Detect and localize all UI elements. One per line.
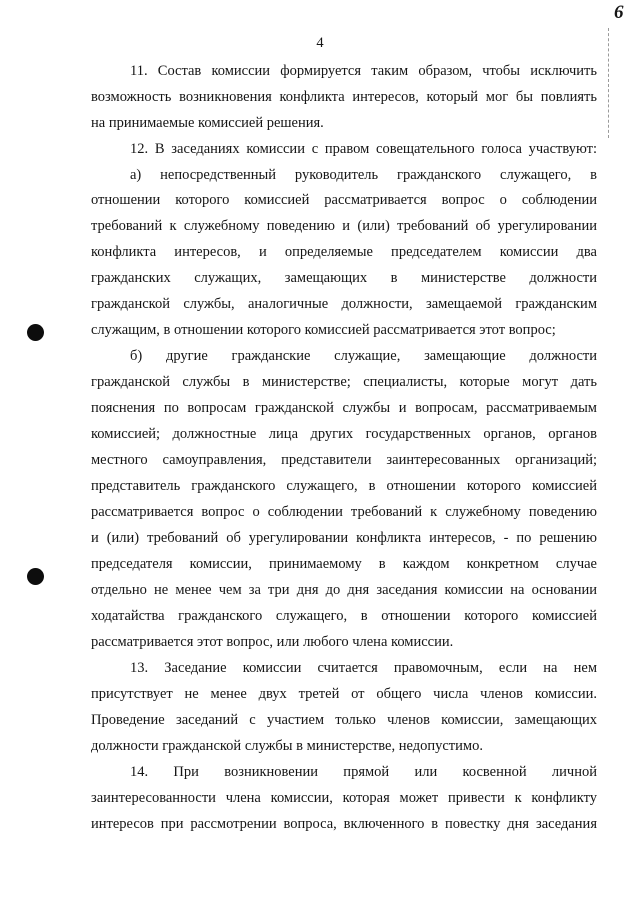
item-b-line-10: отдельно не менее чем за три дня до дня заседания комиссии на основании [91,582,597,598]
item-b-line-2: гражданской службы в министерстве; специалисты, которые могут дать [91,374,597,390]
corner-mark: 6 [614,2,624,23]
item-b-line-3: пояснения по вопросам гражданской службы и вопросам, рассматриваемым [91,400,597,416]
paragraph-14-line-3: интересов при рассмотрении вопроса, включенного в повестку дня заседания [91,816,597,832]
paragraph-11-line-2: возможность возникновения конфликта интересов, который мог бы повлиять [91,89,597,105]
item-a-line-2: отношении которого комиссией рассматривается вопрос о соблюдении [91,192,597,208]
item-a-line-1: а) непосредственный руководитель гражданского служащего, в [130,167,597,183]
paragraph-13-line-1: 13. Заседание комиссии считается правомочным, если на нем [130,660,597,676]
item-a-line-5: гражданских служащих, замещающих в министерстве должности [91,270,597,286]
paragraph-13-line-3: Проведение заседаний с участием только членов комиссии, замещающих [91,712,597,728]
paragraph-11-line-1: 11. Состав комиссии формируется таким образом, чтобы исключить [130,63,597,79]
item-b-line-6: представитель гражданского служащего, в отношении которого комиссией [91,478,597,494]
page-number: 4 [316,35,324,51]
item-b-line-1: б) другие гражданские служащие, замещающие должности [130,348,597,364]
item-a-line-4: конфликта интересов, и определяемые председателем комиссии два [91,244,597,260]
paragraph-14-line-1: 14. При возникновении прямой или косвенной личной [130,764,597,780]
item-b-line-9: председателя комиссии, принимаемому в каждом конкретном случае [91,556,597,572]
paragraph-13-line-2: присутствует не менее двух третей от общего числа членов комиссии. [91,686,597,702]
paragraph-12-line-1: 12. В заседаниях комиссии с правом совещательного голоса участвуют: [130,141,597,157]
paragraph-11-line-3: на принимаемые комиссией решения. [91,115,324,131]
item-a-line-6: гражданской службы, аналогичные должности, замещаемой гражданским [91,296,597,312]
item-b-line-7: рассматривается вопрос о соблюдении требований к служебному поведению [91,504,597,520]
item-a-line-3: требований к служебному поведению и (или) требований об урегулировании [91,218,597,234]
item-b-line-8: и (или) требований об урегулировании конфликта интересов, - по решению [91,530,597,546]
item-a-line-7: служащим, в отношении которого комиссией рассматривается этот вопрос; [91,322,556,338]
item-b-line-4: комиссией; должностные лица других государственных органов, органов [91,426,597,442]
item-b-line-5: местного самоуправления, представители заинтересованных организаций; [91,452,597,468]
item-b-line-11: ходатайства гражданского служащего, в отношении которого комиссией [91,608,597,624]
item-b-line-12: рассматривается этот вопрос, или любого члена комиссии. [91,634,454,650]
paragraph-13-line-4: должности гражданской службы в министерстве, недопустимо. [91,738,483,754]
paragraph-14-line-2: заинтересованности члена комиссии, которая может привести к конфликту [91,790,597,806]
